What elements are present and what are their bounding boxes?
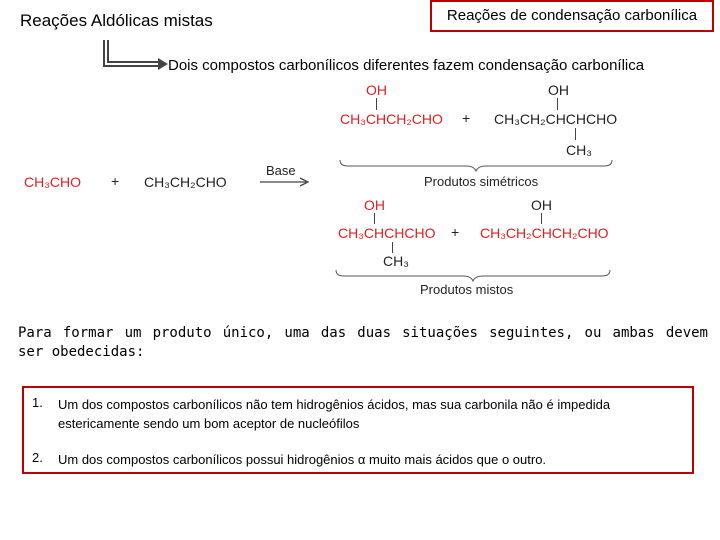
plus-sign: + xyxy=(111,173,120,189)
sym-p2-oh: OH xyxy=(548,82,569,98)
bond-line xyxy=(374,213,375,224)
mix-p1-oh: OH xyxy=(364,197,385,213)
mix-p1-ch3: CH₃ xyxy=(383,253,409,269)
bond-line xyxy=(575,128,576,140)
rule-number: 2. xyxy=(32,450,43,465)
sym-p1-oh: OH xyxy=(366,82,387,98)
reactant-1: CH₃CHO xyxy=(24,174,82,190)
topic-box: Reações de condensação carbonílica xyxy=(430,0,714,32)
mix-product-1: CH₃CHCHCHO xyxy=(338,225,436,241)
sym-product-2: CH₃CH₂CHCHCHO xyxy=(494,111,618,127)
reactant-2: CH₃CH₂CHO xyxy=(144,174,227,190)
mix-label: Produtos mistos xyxy=(420,282,514,297)
mix-brace-icon xyxy=(334,268,612,282)
bond-line xyxy=(376,98,377,110)
plus-sign: + xyxy=(462,110,471,126)
elbow-arrow-icon xyxy=(0,0,720,90)
subtitle: Dois compostos carbonílicos diferentes fazem condensação carbonílica xyxy=(168,57,645,74)
rule-text: Um dos compostos carbonílicos não tem hidrogênios ácidos, mas sua carbonila não é impedida estericamente sendo um bom aceptor de nucleófilos xyxy=(58,397,611,431)
sym-p2-ch3: CH₃ xyxy=(566,142,592,158)
bond-line xyxy=(557,98,558,110)
bond-line xyxy=(541,213,542,224)
sym-product-1: CH₃CHCH₂CHO xyxy=(340,111,443,127)
mix-product-2: CH₃CH₂CHCH₂CHO xyxy=(480,225,609,241)
rule-number: 1. xyxy=(32,395,43,410)
mix-p2-oh: OH xyxy=(531,197,552,213)
page-title: Reações Aldólicas mistas xyxy=(20,11,213,30)
sym-label: Produtos simétricos xyxy=(424,174,539,189)
bond-line xyxy=(392,242,393,253)
rule-text: Um dos compostos carbonílicos possui hidrogênios α muito mais ácidos que o outro. xyxy=(58,452,547,467)
sym-brace-icon xyxy=(338,158,614,172)
reaction-arrow-icon xyxy=(258,176,314,188)
plus-sign: + xyxy=(451,224,460,240)
conditions-paragraph: Para formar um produto único, uma das duas situações seguintes, ou ambas devem ser obedecidas: xyxy=(18,325,708,360)
base-label: Base xyxy=(266,163,296,178)
rules-box xyxy=(22,386,694,474)
